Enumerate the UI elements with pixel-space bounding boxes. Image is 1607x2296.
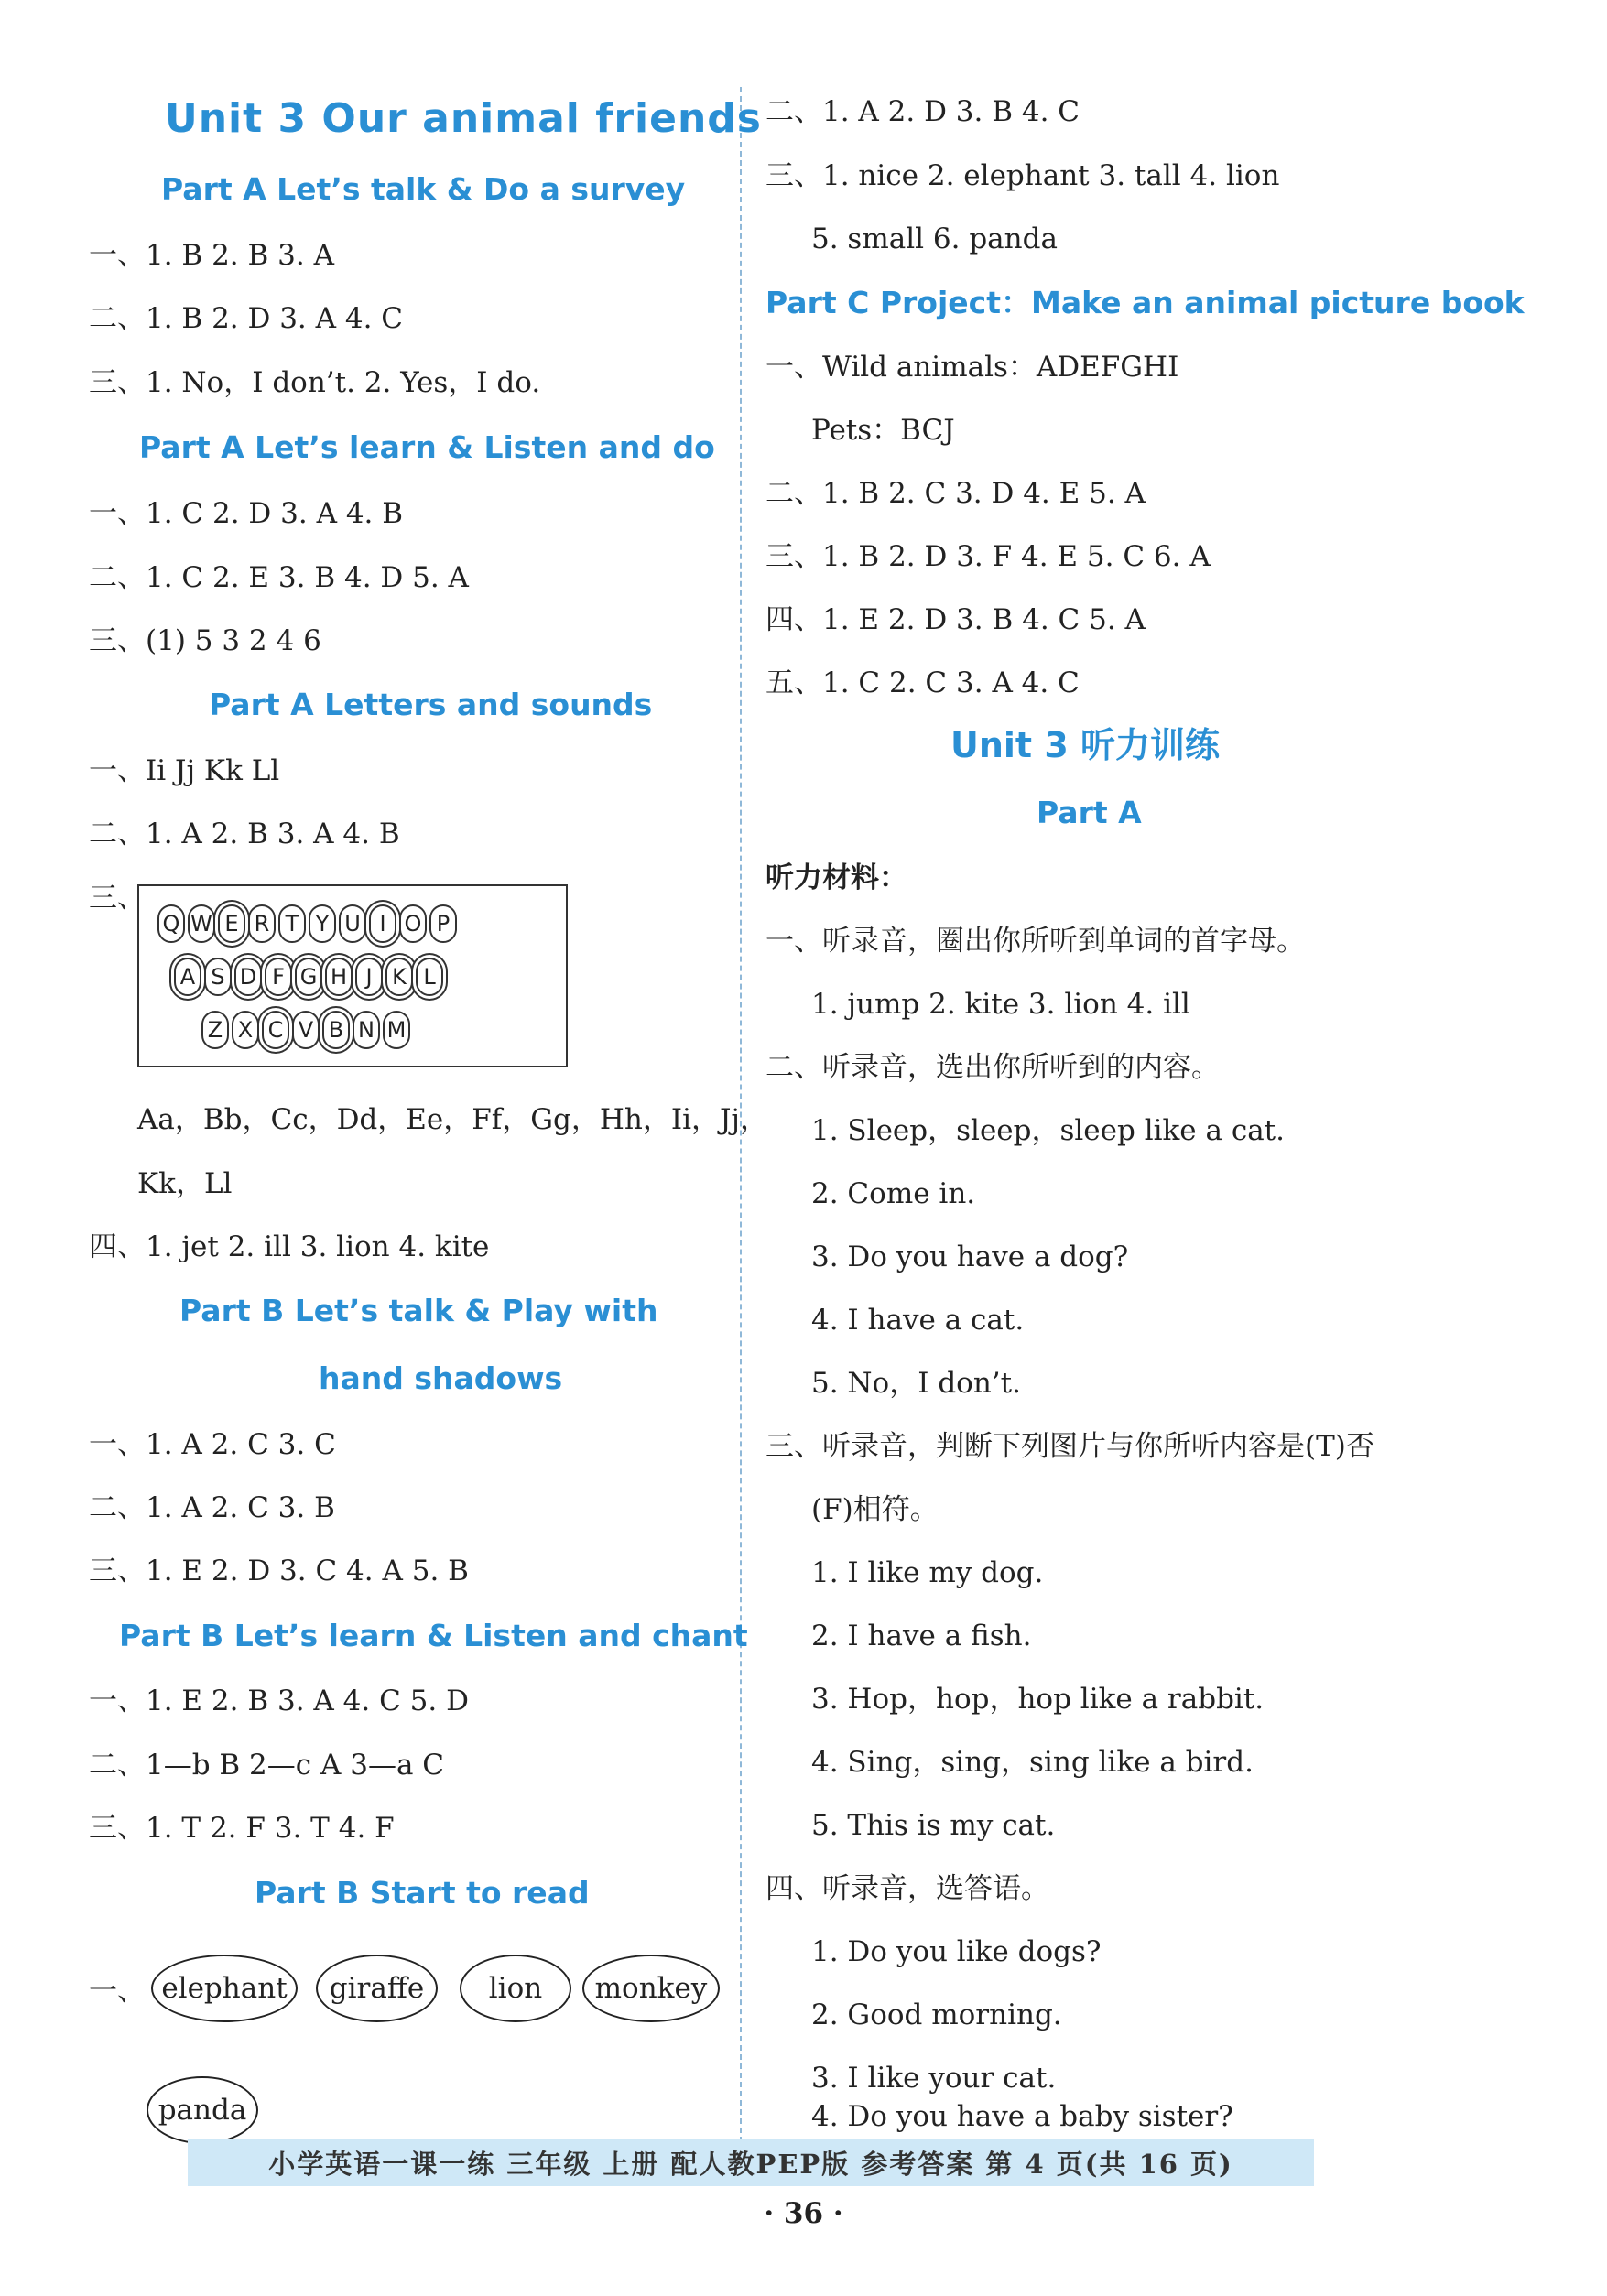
answer-line: 二、1. A 2. B 3. A 4. B bbox=[89, 818, 400, 850]
part-heading: Part A Let’s learn & Listen and do bbox=[139, 429, 715, 465]
list-item: 2. I have a fish. bbox=[811, 1619, 1032, 1652]
answer-line: 三、1. E 2. D 3. C 4. A 5. B bbox=[89, 1554, 469, 1587]
answer-line: 二、1. A 2. D 3. B 4. C bbox=[765, 95, 1080, 128]
oval-word: panda bbox=[147, 2076, 258, 2144]
list-item: 3. Hop，hop，hop like a rabbit. bbox=[811, 1683, 1265, 1716]
keyboard-key: T bbox=[278, 904, 306, 943]
answer-line: 五、1. C 2. C 3. A 4. C bbox=[765, 666, 1080, 699]
part-heading: Part C Project：Make an animal picture book bbox=[765, 285, 1525, 320]
part-heading: Part B Start to read bbox=[255, 1875, 590, 1911]
part-heading: Part A Letters and sounds bbox=[209, 687, 653, 722]
list-item: 3. I like your cat. bbox=[811, 2062, 1057, 2095]
answer-line: 二、1. B 2. C 3. D 4. E 5. A bbox=[765, 477, 1146, 510]
answer-line: 三、1. B 2. D 3. F 4. E 5. C 6. A bbox=[765, 540, 1211, 573]
footer-bar: 小学英语一课一练 三年级 上册 配人教PEP版 参考答案 第 4 页(共 16 页) bbox=[188, 2139, 1314, 2186]
oval-word: monkey bbox=[582, 1955, 720, 2022]
answer-label: 一、 bbox=[89, 1975, 146, 2008]
part-heading: hand shadows bbox=[319, 1360, 563, 1396]
question-line: 一、听录音，圈出你所听到单词的首字母。 bbox=[765, 925, 1305, 958]
list-item: 1. I like my dog. bbox=[811, 1556, 1044, 1589]
answer-line: 二、1. A 2. C 3. B bbox=[89, 1491, 335, 1524]
keyboard-key: C bbox=[262, 1011, 289, 1049]
answer-line: 四、1. jet 2. ill 3. lion 4. kite bbox=[89, 1230, 490, 1263]
keyboard-key: L bbox=[416, 958, 443, 996]
keyboard-key: P bbox=[429, 904, 457, 943]
keyboard-key: X bbox=[232, 1011, 259, 1049]
answer-line: 二、1. C 2. E 3. B 4. D 5. A bbox=[89, 561, 469, 594]
answer-line: 1. jump 2. kite 3. lion 4. ill bbox=[811, 988, 1190, 1021]
part-heading: Part A bbox=[1037, 795, 1142, 830]
answer-line: 三、1. No，I don’t. 2. Yes，I do. bbox=[89, 366, 541, 399]
answer-line: 一、Ii Jj Kk Ll bbox=[89, 754, 280, 787]
question-line: 二、听录音，选出你所听到的内容。 bbox=[765, 1051, 1220, 1084]
section-heading: Unit 3 听力训练 bbox=[950, 725, 1220, 765]
answer-line: Kk，Ll bbox=[137, 1167, 233, 1200]
list-item: 4. Sing，sing，sing like a bird. bbox=[811, 1746, 1254, 1779]
keyboard-key: Z bbox=[201, 1011, 229, 1049]
part-heading: Part B Let’s talk & Play with bbox=[179, 1293, 658, 1328]
answer-line: 一、1. B 2. B 3. A bbox=[89, 239, 334, 272]
keyboard-key: W bbox=[188, 904, 215, 943]
keyboard-key: N bbox=[353, 1011, 380, 1049]
keyboard-key: D bbox=[234, 958, 262, 996]
answer-label: 三、 bbox=[89, 882, 146, 915]
keyboard-key: J bbox=[355, 958, 383, 996]
keyboard-key: O bbox=[399, 904, 427, 943]
question-line: 三、听录音，判断下列图片与你所听内容是(T)否 bbox=[765, 1430, 1374, 1463]
keyboard-key: A bbox=[174, 958, 201, 996]
page-number: · 36 · bbox=[764, 2197, 843, 2230]
answer-line: 三、(1) 5 3 2 4 6 bbox=[89, 624, 321, 657]
keyboard-key: M bbox=[383, 1011, 410, 1049]
answer-line: Pets：BCJ bbox=[811, 414, 955, 447]
answer-line: 5. small 6. panda bbox=[811, 222, 1058, 255]
keyboard-key: R bbox=[248, 904, 276, 943]
answer-line: 一、1. C 2. D 3. A 4. B bbox=[89, 497, 404, 530]
keyboard-key: Y bbox=[309, 904, 336, 943]
answer-line: 三、1. nice 2. elephant 3. tall 4. lion bbox=[765, 159, 1280, 192]
keyboard-key: U bbox=[339, 904, 366, 943]
answer-line: 三、1. T 2. F 3. T 4. F bbox=[89, 1812, 395, 1845]
part-heading: Part B Let’s learn & Listen and chant bbox=[119, 1618, 748, 1653]
part-heading: Part A Let’s talk & Do a survey bbox=[161, 171, 686, 207]
keyboard-key: B bbox=[322, 1011, 350, 1049]
list-item: 5. No，I don’t. bbox=[811, 1367, 1021, 1400]
answer-line: 二、1. B 2. D 3. A 4. C bbox=[89, 302, 404, 335]
keyboard-row bbox=[157, 904, 457, 943]
list-item: 1. Do you like dogs? bbox=[811, 1935, 1102, 1968]
answer-line: 一、1. E 2. B 3. A 4. C 5. D bbox=[89, 1684, 469, 1717]
list-item: 1. Sleep，sleep，sleep like a cat. bbox=[811, 1114, 1285, 1147]
oval-word: lion bbox=[460, 1955, 571, 2022]
list-item: 4. I have a cat. bbox=[811, 1304, 1025, 1337]
answer-line: Aa，Bb，Cc，Dd，Ee，Ff，Gg，Hh，Ii，Jj， bbox=[137, 1103, 769, 1136]
keyboard-key: F bbox=[265, 958, 292, 996]
question-line: 四、听录音，选答语。 bbox=[765, 1872, 1049, 1905]
oval-word: giraffe bbox=[316, 1955, 438, 2022]
keyboard-row bbox=[174, 958, 443, 996]
answer-line: 二、1—b B 2—c A 3—a C bbox=[89, 1749, 445, 1782]
list-item: 5. This is my cat. bbox=[811, 1809, 1056, 1842]
oval-word: elephant bbox=[151, 1955, 298, 2022]
list-item: 3. Do you have a dog? bbox=[811, 1240, 1129, 1273]
keyboard-key: Q bbox=[157, 904, 185, 943]
keyboard-row bbox=[201, 1011, 410, 1049]
keyboard-key: H bbox=[325, 958, 353, 996]
keyboard-key: G bbox=[295, 958, 322, 996]
keyboard-key: I bbox=[369, 904, 396, 943]
keyboard-figure bbox=[137, 884, 568, 1067]
keyboard-key: K bbox=[385, 958, 413, 996]
list-item: 4. Do you have a baby sister? bbox=[811, 2100, 1233, 2133]
material-label: 听力材料： bbox=[765, 861, 907, 894]
keyboard-key: V bbox=[292, 1011, 320, 1049]
unit-title: Unit 3 Our animal friends bbox=[165, 95, 762, 142]
keyboard-key: E bbox=[218, 904, 245, 943]
answer-line: 一、1. A 2. C 3. C bbox=[89, 1428, 336, 1461]
list-item: 2. Come in. bbox=[811, 1177, 976, 1210]
question-line: (F)相符。 bbox=[811, 1493, 939, 1526]
answer-line: 一、Wild animals：ADEFGHI bbox=[765, 351, 1179, 384]
answer-line: 四、1. E 2. D 3. B 4. C 5. A bbox=[765, 603, 1146, 636]
list-item: 2. Good morning. bbox=[811, 1998, 1062, 2031]
keyboard-key: S bbox=[204, 958, 232, 996]
